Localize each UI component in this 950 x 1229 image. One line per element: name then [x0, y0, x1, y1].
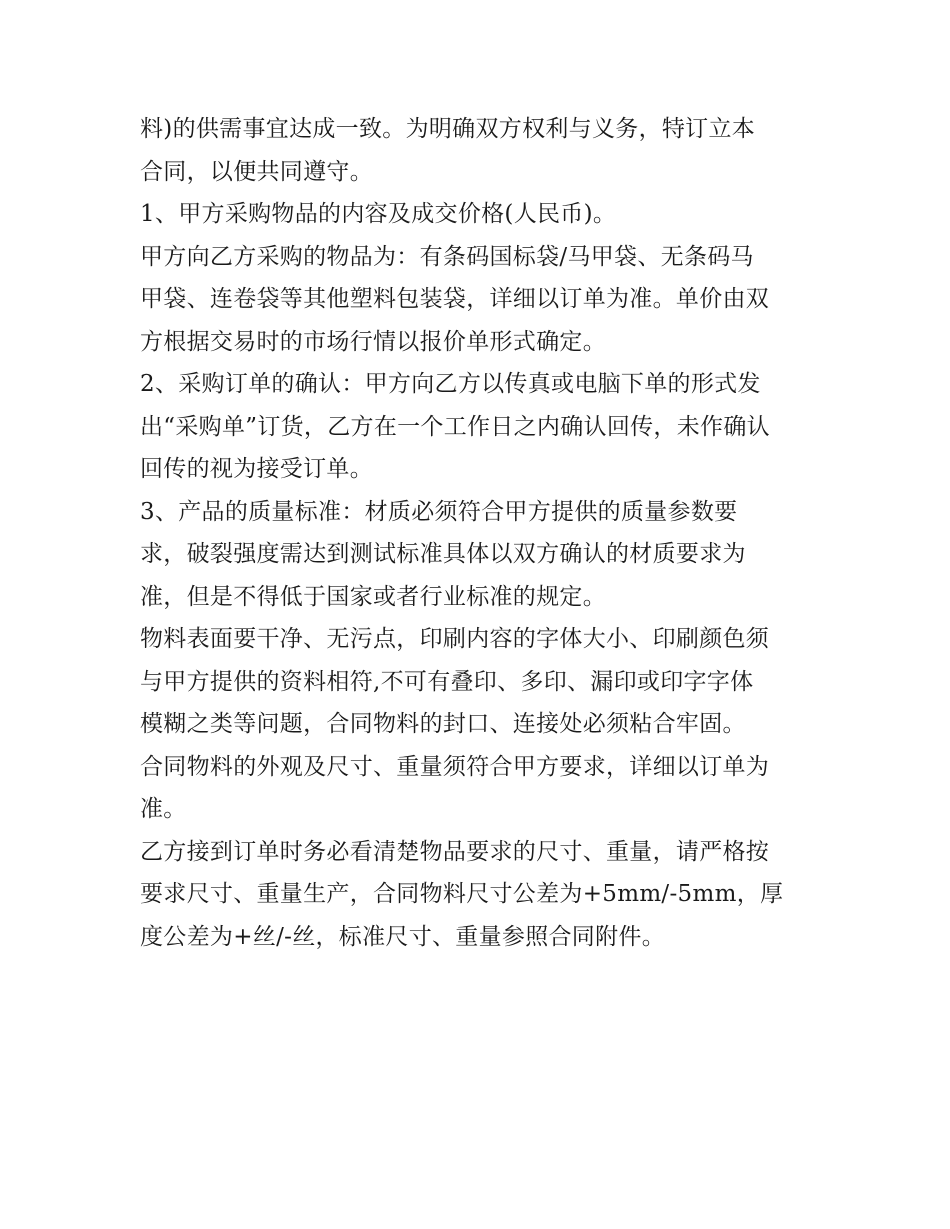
paragraph-tolerance	[140, 831, 820, 959]
text-line: 准。	[140, 796, 187, 822]
text-line: 要求尺寸、重量生产，合同物料尺寸公差为+5mm/-5mm，厚	[140, 881, 784, 907]
text-line: 甲袋、连卷袋等其他塑料包装袋，详细以订单为准。单价由双	[140, 286, 770, 312]
text-line: 度公差为+丝/-丝，标准尺寸、重量参照合同附件。	[140, 923, 665, 950]
paragraph-clause-2-order-confirmation	[140, 363, 820, 491]
text-line: 出“采购单”订货，乙方在一个工作日之内确认回传，未作确认	[140, 413, 770, 440]
paragraph-surface-printing	[140, 618, 820, 746]
text-line: 回传的视为接受订单。	[140, 456, 373, 482]
paragraph-clause-1-items	[140, 236, 820, 364]
text-line: 合同，以便共同遵守。	[140, 158, 373, 185]
text-line: 求，破裂强度需达到测试标准具体以双方确认的材质要求为	[140, 541, 746, 567]
text-line: 乙方接到订单时务必看清楚物品要求的尺寸、重量，请严格按	[140, 838, 770, 865]
text-line: 准，但是不得低于国家或者行业标准的规定。	[140, 583, 606, 610]
paragraph-clause-3-quality-standard	[140, 491, 820, 619]
text-line: 3、产品的质量标准：材质必须符合甲方提供的质量参数要	[140, 498, 738, 525]
text-line: 1、甲方采购物品的内容及成交价格(人民币)。	[140, 201, 617, 227]
text-line: 模糊之类等问题，合同物料的封口、连接处必须粘合牢固。	[140, 711, 746, 737]
paragraph-clause-1-heading	[140, 193, 820, 236]
text-line: 合同物料的外观及尺寸、重量须符合甲方要求，详细以订单为	[140, 753, 770, 780]
paragraph-appearance-size	[140, 746, 820, 831]
text-line: 料)的供需事宜达成一致。为明确双方权利与义务，特订立本	[140, 116, 756, 142]
text-line: 2、采购订单的确认：甲方向乙方以传真或电脑下单的形式发	[140, 371, 761, 397]
text-line: 方根据交易时的市场行情以报价单形式确定。	[140, 328, 606, 355]
text-line: 与甲方提供的资料相符,不可有叠印、多印、漏印或印字字体	[140, 668, 754, 695]
text-line: 物料表面要干净、无污点，印刷内容的字体大小、印刷颜色须	[140, 626, 770, 652]
text-line: 甲方向乙方采购的物品为：有条码国标袋/马甲袋、无条码马	[140, 243, 754, 270]
paragraph-supply-agreement	[140, 108, 820, 193]
document-body	[140, 108, 820, 958]
